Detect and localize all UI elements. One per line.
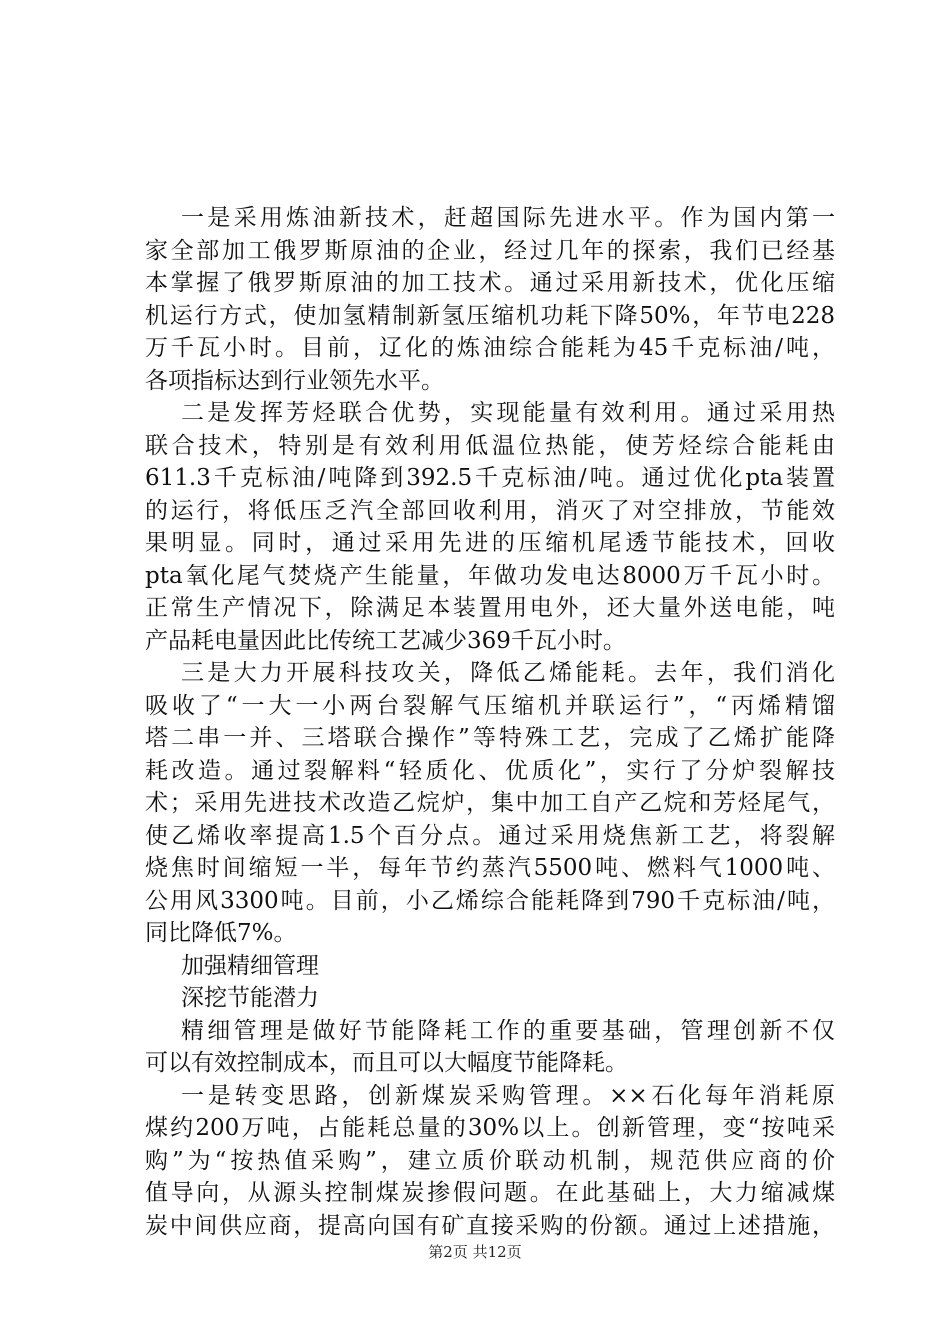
text-line: pta氧化尾气焚烧产生能量，年做功发电达8000万千瓦小时。	[145, 562, 835, 589]
text-line: 使乙烯收率提高1.5个百分点。通过采用烧焦新工艺，将裂解	[145, 822, 835, 849]
page-number-footer: 第2页 共12页	[428, 1243, 522, 1261]
text-line: 各项指标达到行业领先水平。	[145, 367, 444, 394]
text-line: 万千瓦小时。目前，辽化的炼油综合能耗为45千克标油/吨，	[145, 335, 835, 361]
text-line: 的运行，将低压乏汽全部回收利用，消灭了对空排放，节能效	[145, 497, 835, 524]
text-line: 加强精细管理	[181, 952, 319, 979]
text-line: 精细管理是做好节能降耗工作的重要基础，管理创新不仅	[181, 1017, 835, 1044]
text-line: 值导向，从源头控制煤炭掺假问题。在此基础上，大力缩减煤	[145, 1180, 835, 1206]
text-line: 可以有效控制成本，而且可以大幅度节能降耗。	[145, 1050, 628, 1076]
text-line: 炭中间供应商，提高向国有矿直接采购的份额。通过上述措施，	[145, 1212, 835, 1239]
text-line: 耗改造。通过裂解料“轻质化、优质化”，实行了分炉裂解技	[145, 757, 835, 784]
text-line: 正常生产情况下，除满足本装置用电外，还大量外送电能，吨	[145, 595, 835, 621]
text-line: 果明显。同时，通过采用先进的压缩机尾透节能技术，回收	[145, 530, 835, 556]
text-line: 家全部加工俄罗斯原油的企业，经过几年的探索，我们已经基	[145, 237, 835, 264]
text-line: 三是大力开展科技攻关，降低乙烯能耗。去年，我们消化	[181, 660, 835, 686]
text-line: 塔二串一并、三塔联合操作”等特殊工艺，完成了乙烯扩能降	[145, 725, 835, 751]
text-line: 术；采用先进技术改造乙烷炉，集中加工自产乙烷和芳烃尾气，	[145, 790, 835, 816]
text-line: 611.3千克标油/吨降到392.5千克标油/吨。通过优化pta装置	[145, 465, 835, 491]
text-line: 公用风3300吨。目前，小乙烯综合能耗降到790千克标油/吨，	[145, 887, 835, 914]
text-line: 一是转变思路，创新煤炭采购管理。××石化每年消耗原	[181, 1082, 835, 1109]
text-line: 二是发挥芳烃联合优势，实现能量有效利用。通过采用热	[181, 400, 835, 426]
text-line: 深挖节能潜力	[181, 985, 319, 1011]
text-line: 产品耗电量因此比传统工艺减少369千瓦小时。	[145, 627, 626, 654]
text-line: 吸收了“一大一小两台裂解气压缩机并联运行”，“丙烯精馏	[145, 692, 835, 719]
text-line: 联合技术，特别是有效利用低温位热能，使芳烃综合能耗由	[145, 432, 835, 459]
text-line: 同比降低7%。	[145, 920, 297, 946]
text-line: 烧焦时间缩短一半，每年节约蒸汽5500吨、燃料气1000吨、	[145, 855, 835, 881]
text-line: 煤约200万吨，占能耗总量的30%以上。创新管理，变“按吨采	[145, 1115, 835, 1141]
text-line: 机运行方式，使加氢精制新氢压缩机功耗下降50%，年节电228	[145, 302, 835, 329]
text-line: 购”为“按热值采购”，建立质价联动机制，规范供应商的价	[145, 1147, 835, 1174]
text-line: 本掌握了俄罗斯原油的加工技术。通过采用新技术，优化压缩	[145, 270, 835, 296]
document-body	[145, 202, 835, 1242]
text-line: 一是采用炼油新技术，赶超国际先进水平。作为国内第一	[181, 205, 835, 231]
